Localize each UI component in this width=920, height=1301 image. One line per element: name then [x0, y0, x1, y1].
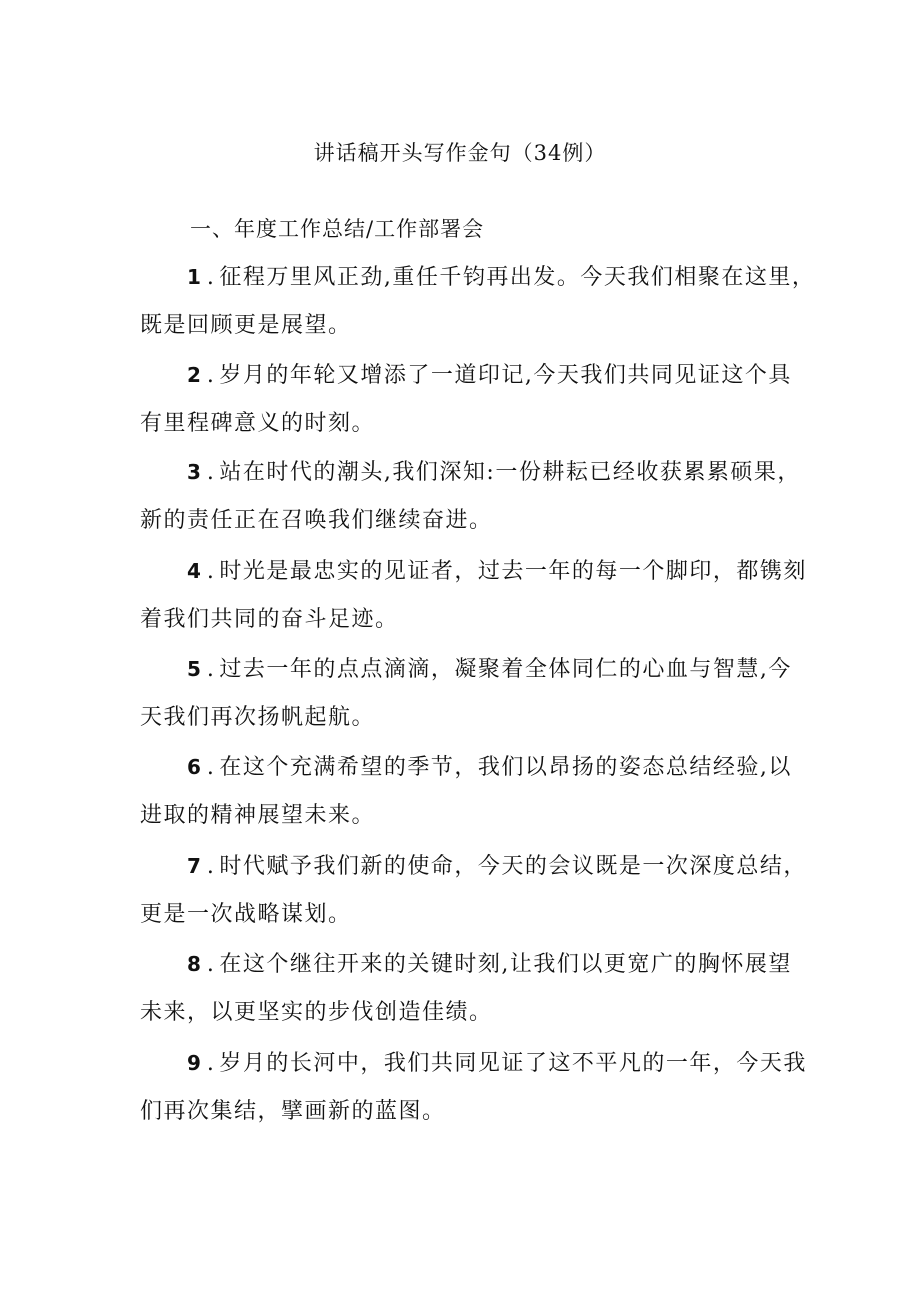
- list-item: 9 . 岁月的长河中，我们共同见证了这不平凡的一年，今天我 们再次集结，擘画新的蓝图。: [140, 1039, 800, 1136]
- item-text-line1: 在这个继往开来的关键时刻,让我们以更宽广的胸怀展望: [219, 952, 792, 977]
- list-item: 1 . 征程万里风正劲,重任千钧再出发。今天我们相聚在这里， 既是回顾更是展望。: [140, 253, 800, 350]
- section-heading: 一、年度工作总结/工作部署会: [190, 217, 485, 241]
- item-text-line1: 站在时代的潮头,我们深知:一份耕耘已经收获累累硕果，: [219, 460, 801, 485]
- list-item: 4 . 时光是最忠实的见证者，过去一年的每一个脚印，都镌刻 着我们共同的奋斗足迹。: [140, 547, 800, 644]
- item-text-line2: 既是回顾更是展望。: [140, 313, 352, 338]
- document-title: 讲话稿开头写作金句（34例）: [313, 141, 607, 165]
- item-text-line2: 着我们共同的奋斗足迹。: [140, 607, 399, 632]
- list-item: 7 . 时代赋予我们新的使命，今天的会议既是一次深度总结， 更是一次战略谋划。: [140, 842, 800, 939]
- item-text-line2: 更是一次战略谋划。: [140, 902, 352, 927]
- item-text-line1: 时代赋予我们新的使命，今天的会议既是一次深度总结，: [219, 854, 807, 879]
- item-text-line2: 进取的精神展望未来。: [140, 803, 376, 828]
- item-number: 5: [187, 657, 201, 681]
- item-text-line2: 有里程碑意义的时刻。: [140, 411, 376, 436]
- item-number: 3: [187, 460, 201, 484]
- item-text-line1: 征程万里风正劲,重任千钧再出发。今天我们相聚在这里，: [219, 265, 816, 290]
- item-text-line1: 过去一年的点点滴滴，凝聚着全体同仁的心血与智慧,今: [219, 657, 792, 682]
- item-number: 7: [187, 854, 201, 878]
- list-item: 3 . 站在时代的潮头,我们深知:一份耕耘已经收获累累硕果， 新的责任正在召唤我们继续奋进。: [140, 448, 800, 545]
- item-number: 4: [187, 559, 201, 583]
- item-text-line1: 岁月的长河中，我们共同见证了这不平凡的一年，今天我: [219, 1051, 807, 1076]
- item-number: 9: [187, 1051, 201, 1075]
- item-number: 1: [187, 265, 201, 289]
- item-number: 8: [187, 952, 201, 976]
- item-text-line1: 时光是最忠实的见证者，过去一年的每一个脚印，都镌刻: [219, 559, 807, 584]
- item-number: 6: [187, 755, 201, 779]
- item-text-line2: 未来，以更坚实的步伐创造佳绩。: [140, 1000, 493, 1025]
- item-text-line1: 在这个充满希望的季节，我们以昂扬的姿态总结经验,以: [219, 755, 792, 780]
- item-text-line2: 们再次集结，擘画新的蓝图。: [140, 1099, 446, 1124]
- list-item: 2 . 岁月的年轮又增添了一道印记,今天我们共同见证这个具 有里程碑意义的时刻。: [140, 351, 800, 448]
- list-item: 5 . 过去一年的点点滴滴，凝聚着全体同仁的心血与智慧,今 天我们再次扬帆起航。: [140, 645, 800, 742]
- list-item: 8 . 在这个继往开来的关键时刻,让我们以更宽广的胸怀展望 未来，以更坚实的步伐创造佳绩。: [140, 940, 800, 1037]
- item-text-line2: 天我们再次扬帆起航。: [140, 705, 376, 730]
- list-item: 6 . 在这个充满希望的季节，我们以昂扬的姿态总结经验,以 进取的精神展望未来。: [140, 743, 800, 840]
- item-text-line2: 新的责任正在召唤我们继续奋进。: [140, 508, 493, 533]
- item-number: 2: [187, 363, 201, 387]
- item-text-line1: 岁月的年轮又增添了一道印记,今天我们共同见证这个具: [219, 363, 792, 388]
